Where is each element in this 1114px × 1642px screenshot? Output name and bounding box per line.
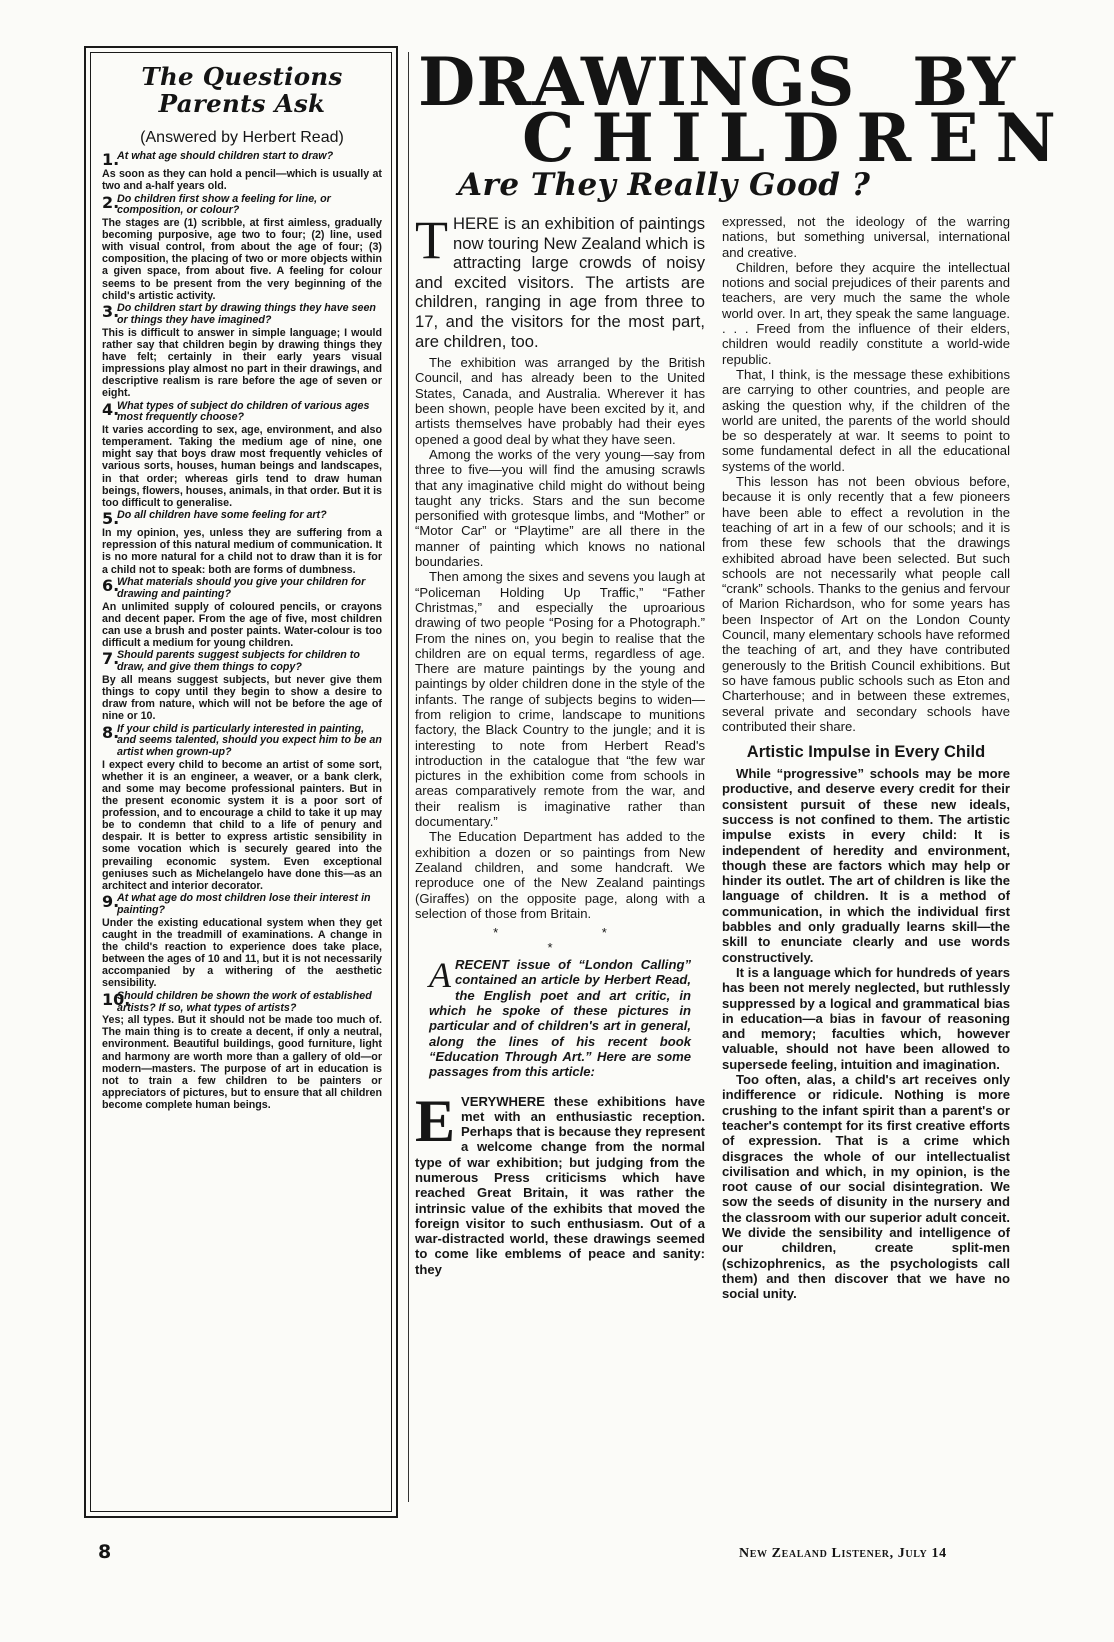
sidebar-byline: (Answered by Herbert Read) <box>140 129 344 146</box>
quote-paragraph <box>415 1087 705 1278</box>
question-number: 4. <box>102 399 120 419</box>
sidebar-title-line2: Parents Ask <box>158 89 326 118</box>
quote-text: VERYWHERE these exhibitions have met with an enthusiastic reception. Perhaps that is because they represent a welcome change from the normal type of war exhibition; but judging from the numerous Press criticisms which have reached Great Britain, it was rather the intrinsic value of the exhibits that moved the foreign visitor to such enthusiasm. Out of a war-distracted world, these drawings seemed to come like emblems of peace and sanity: they <box>415 1093 705 1277</box>
qa-item <box>102 303 382 399</box>
section-break-stars: * * * <box>493 925 657 956</box>
answer-text: By all means suggest subjects, but never give them things to copy until they begin to show a desire to draw from nature, which will not be before the age of nine or 10. <box>102 673 382 723</box>
lede-drop-cap: T <box>415 210 448 270</box>
answer-text: Yes; all types. But it should not be made too much of. The main thing is to create a decent, if only a neutral, environment. Beautiful buildings, good furniture, light and harmony are worth more than a gallery of old—or modern—masters. The purpose of art in education is not to train a few children to be painters or appreciators of pictures, but to ensure that all children become complete human beings. <box>102 1014 382 1111</box>
qa-item <box>102 401 382 509</box>
headline-line2: CHILDREN <box>522 99 1073 177</box>
body-paragraph: The exhibition was arranged by the British Council, and has already been to the United States, Canada, and Australia. Wherever it has been shown, people have been excited by it, and artists themselves have probably had their eyes opened a good deal by what they have seen. <box>415 355 705 447</box>
answer-text: In my opinion, yes, unless they are suffering from a repression of this natural medium of communication. It is no more natural for a child not to draw than it is for a child not to speak: both are forms of dumbness. <box>102 527 382 576</box>
lede-text: HERE is an exhibition of paintings now touring New Zealand which is attracting large crowds of noisy and excited visitors. The artists are children, ranging in age from three to 17, and the visitors for the most part, are children, too. <box>415 214 705 351</box>
answer-text: Under the existing educational system when they get caught in the treadmill of examinations. A change in the child's reaction to experience does take place, between the ages of 10 and 11, but it is not necessarily accompanied by a withering of the aesthetic sensibility. <box>102 916 382 990</box>
qa-item <box>102 510 382 575</box>
sidebar-inner-frame <box>90 52 392 1512</box>
sidebar-box <box>84 46 398 1518</box>
body-paragraph: While “progressive” schools may be more productive, and deserve every credit for their consistent pursuit of these new ideals, success is not confined to them. The artistic impulse exists in every child: It is independent of heredity and environment, though these are factors which may help or hinder its outlet. The art of children is like the language of children. It is a method of communication, in which the individual first babbles and only gradually learns skill—the skill to enunciate clearly and use words constructively. <box>722 766 1010 965</box>
question-number: 8. <box>102 722 120 742</box>
question-text: At what age should children start to draw? <box>117 150 334 162</box>
intro-text: RECENT issue of “London Calling” contained an article by Herbert Read, the English poet and art critic, in which he spoke of these pictures in particular and of children's art in general, along the lines of his recent book “Education Through Art.” Here are some passages from this article: <box>429 957 691 1080</box>
question-number: 3. <box>102 302 120 322</box>
sidebar-title-line1: The Questions <box>141 62 343 91</box>
qa-item <box>102 893 382 989</box>
headline-word: BY <box>912 43 1016 121</box>
intro-drop-cap: A <box>429 955 451 996</box>
answer-text: As soon as they can hold a pencil—which is usually at two and a-half years old. <box>102 168 382 193</box>
qa-item <box>102 577 382 649</box>
column-divider <box>408 52 409 1502</box>
qa-item <box>102 724 382 892</box>
quote-drop-cap: E <box>415 1087 456 1154</box>
question-text: If your child is particularly interested in painting, and seems talented, should you expect him to be an artist when grown-up? <box>117 722 382 759</box>
body-paragraph: Among the works of the very young—say from three to five—you will find the amusing scrawls that any imaginative child might do without being taught any tricks. Stars and the sun become personified with grotesque limbs, and “Mother” or “Motor Car” or “Playtime” are all there in the manner of painting which knows no national boundaries. <box>415 446 705 570</box>
question-number: 5. <box>102 509 120 529</box>
qa-item <box>102 991 382 1111</box>
article-column-right <box>722 214 1010 1301</box>
body-paragraph: It is a language which for hundreds of years has been not merely neglected, but ruthlessly suppressed by a logical and grammatical bias in education—a bias in favour of reasoning and memory; faculties which, however valuable, should not have been allowed to supersede feeling, intuition and imagination. <box>722 964 1010 1072</box>
body-paragraph: expressed, not the ideology of the warring nations, but something universal, international and creative. <box>722 214 1010 260</box>
question-text: At what age do most children lose their interest in painting? <box>117 892 371 917</box>
question-text: Do children start by drawing things they have seen or things they have imagined? <box>117 302 376 326</box>
publication-footer: New Zealand Listener, July 14 <box>739 1546 947 1561</box>
qa-item <box>102 194 382 302</box>
body-paragraph: Then among the sixes and sevens you laugh at “Policeman Holding Up Traffic,” “Father Christmas,” and especially the uproarious drawing of two people “Posing for a Photograph.” From the nines on, you begin to realise that the children are on equal terms, regardless of age. There are mature paintings by the young and paintings by older children done in the style of the infants. The range of subjects begins to widen—from religion to crime, landscape to munitions factory, the Black Country to the jungle; and it is interesting to note from Herbert Read's introduction in the catalogue that “the few war pictures in the exhibition come from schools in areas comparatively remote from the war, and their realism is imaginative rather than documentary.” <box>415 569 705 830</box>
question-number: 6. <box>102 576 120 596</box>
question-text: What types of subject do children of various ages most frequently choose? <box>117 399 370 424</box>
question-number: 7. <box>102 649 120 669</box>
page-number: 8 <box>98 1541 112 1563</box>
question-number: 1. <box>102 150 120 169</box>
qa-item <box>102 650 382 722</box>
article-column-middle <box>415 210 705 1277</box>
answer-text: It varies according to sex, age, environment, and also temperament. Taking the medium age of nine, one might say that boys draw most frequently vehicles of various sorts, houses, human beings and landscapes, in that order; whereas girls tend to draw human beings, flowers, houses, animals, in that order. But it is too difficult to generalise. <box>102 424 382 509</box>
sidebar-title <box>102 63 382 117</box>
answer-text: I expect every child to become an artist of some sort, whether it is an engineer, a weaver, or a bank clerk, and some may become professional painters. But in the present economic system it is a poor sort of profession, and to encourage a child to take it up may be to condemn that child to a life of penury and despair. It is better to express artistic sensibility in some vocation which is securely geared into the prevailing economic system. Even exceptional geniuses such as Michelangelo have done this—as an architect and interior decorator. <box>102 758 382 892</box>
question-number: 2. <box>102 192 120 212</box>
answer-text: This is difficult to answer in simple language; I would rather say that children begin by drawing things they have felt; certainly in their early years visual impressions play almost no part in their drawings, and descriptive realism is rare before the age of seven or eight. <box>102 326 382 400</box>
body-paragraph: That, I think, is the message these exhibitions are carrying to other countries, and people are asking the question why, if the children of the world are united, the parents of the world should be so desperately at war. It seems to point to some fundamental defect in all the educational systems of the world. <box>722 366 1010 474</box>
question-text: Do children first show a feeling for line, or composition, or colour? <box>117 192 331 217</box>
headline-word: DRAWINGS <box>418 43 856 121</box>
question-text: Should children be shown the work of established artists? If so, what types of artists? <box>117 989 372 1014</box>
question-text: Do all children have some feeling for art? <box>117 509 327 522</box>
body-paragraph: This lesson has not been obvious before, because it is only recently that a few pioneers have been able to effect a revolution in the teaching of art in a few of our schools; and it is from these few schools that the drawings exhibited abroad have been selected. But such schools are not necessarily what people call “crank” schools. Thanks to the genius and fervour of Marion Richardson, who for some years has been Inspector of Art on the London County Council, many elementary schools have reformed the teaching of art, and they have contributed generously to the British Council exhibitions. But so have famous public schools such as Eton and Charterhouse; and in between these extremes, several private and secondary schools have contributed their share. <box>722 474 1010 734</box>
body-paragraph: The Education Department has added to the exhibition a dozen or so paintings from New Zealand children, and some handcraft. We reproduce one of the New Zealand paintings (Giraffes) on the opposite page, along with a selection of those from Britain. <box>415 829 705 921</box>
question-number: 10. <box>102 989 131 1009</box>
question-text: Should parents suggest subjects for children to draw, and give them things to copy? <box>117 649 360 674</box>
question-number: 9. <box>102 892 120 912</box>
subheadline: Are They Really Good ? <box>458 167 871 203</box>
question-text: What materials should you give your children for drawing and painting? <box>117 576 366 600</box>
body-paragraph: Children, before they acquire the intellectual notions and social prejudices of their parents and teachers, are very much the same the whole world over. In art, they speak the same language. . . . Freed from the influence of their elders, children would readily constitute a world-wide republic. <box>722 259 1010 367</box>
section-heading: Artistic Impulse in Every Child <box>746 743 986 762</box>
italic-intro-paragraph <box>429 957 691 1079</box>
answer-text: An unlimited supply of coloured pencils, or crayons and decent paper. From the age of five, most children can use a brush and poster paints. Water-colour is too difficult a medium for young children. <box>102 600 382 649</box>
lede-paragraph <box>415 210 705 351</box>
body-paragraph: Too often, alas, a child's art receives only indifference or ridicule. Nothing is more crushing to the infant spirit than a parent's or teacher's contempt for its first creative efforts of expression. That is a crime which disgraces the whole of our intellectualist civilisation and which, in my opinion, is the root cause of our social disintegration. We sow the seeds of disunity in the nursery and the classroom with our superior adult conceit. We divide the sensibility and intelligence of our children, create split-men (schizophrenics, as the psychologists call them) and then discover that we have no social unity. <box>722 1072 1010 1302</box>
qa-item <box>102 151 382 192</box>
answer-text: The stages are (1) scribble, at first aimless, gradually becoming purposive, age two to four; (2) line, used with visual control, from about the age of four; (3) composition, the placing of two or more objects within a given space, from about five. A feeling for colour seems to be present from the very beginning of the child's artistic activity. <box>102 217 382 302</box>
